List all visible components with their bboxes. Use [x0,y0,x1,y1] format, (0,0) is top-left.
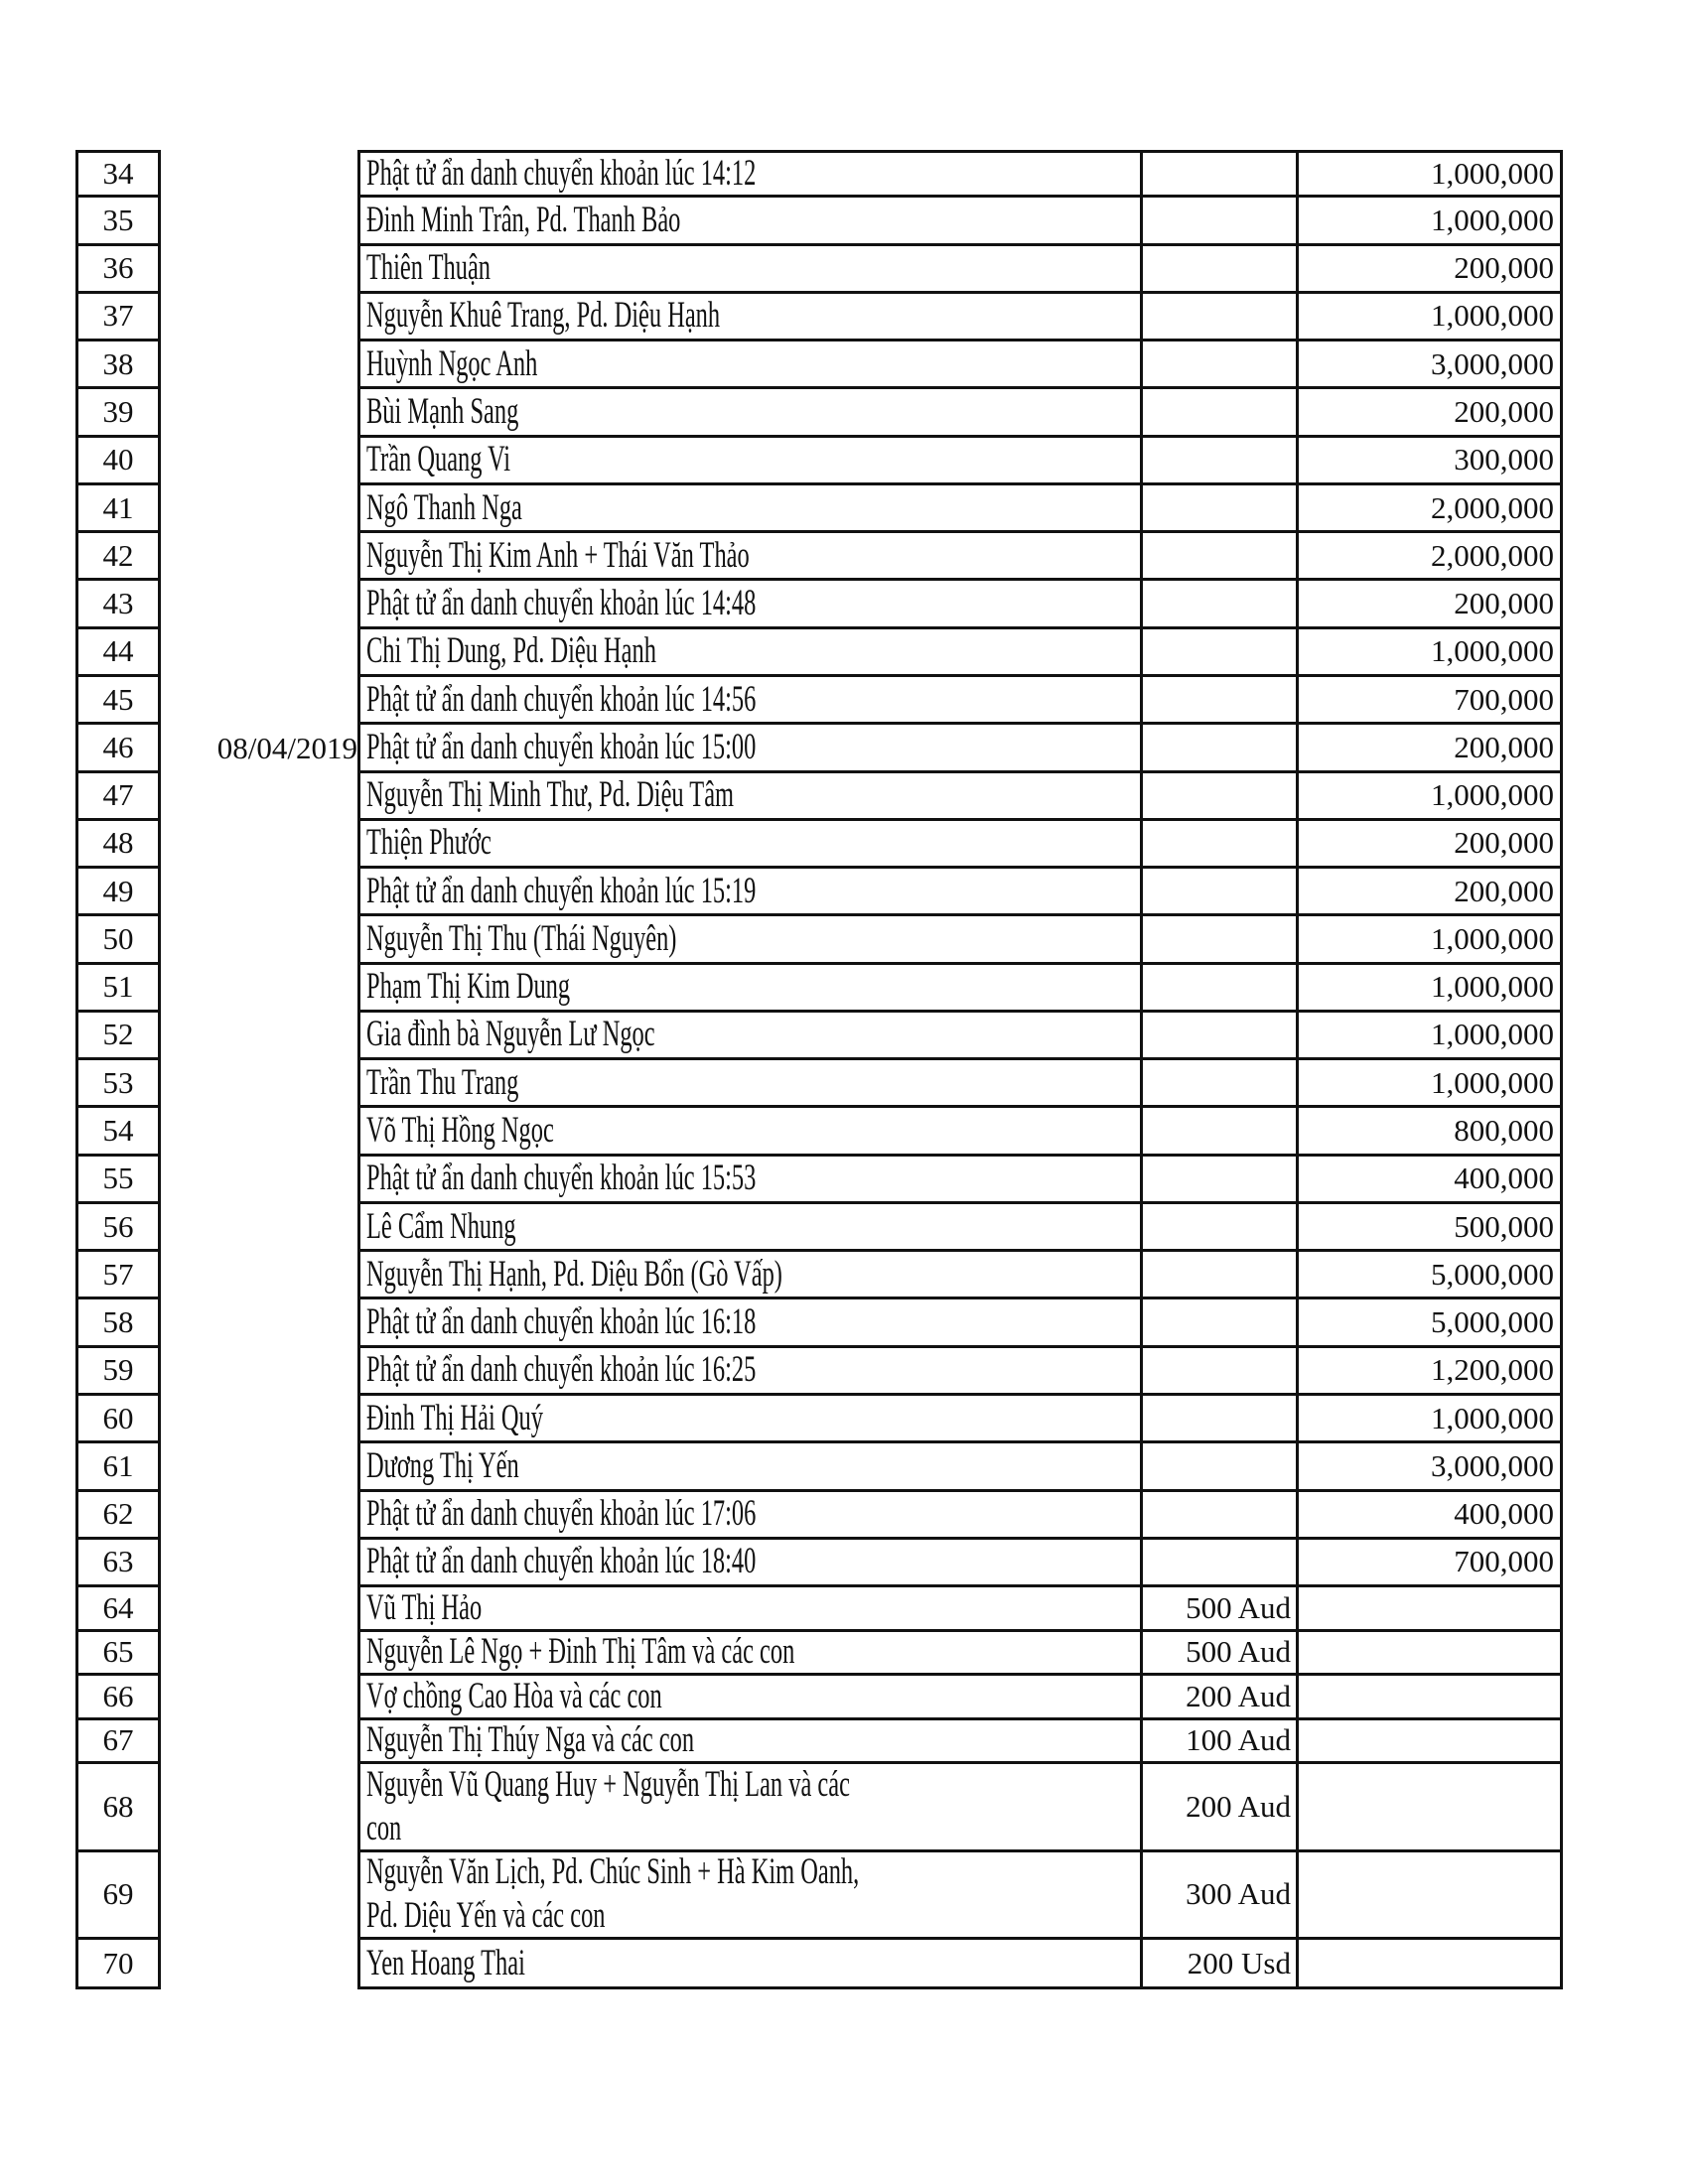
foreign-amount-cell: 500 Aud [1140,1632,1299,1677]
row-number-cell: 69 [75,1852,161,1941]
vnd-amount-cell: 5,000,000 [1296,1252,1563,1299]
donor-name-cell [357,1492,1143,1540]
foreign-amount-cell [1140,773,1299,821]
donor-name-cell [357,1204,1143,1252]
donor-name-cell [357,1632,1143,1677]
row-number-cell: 48 [75,821,161,869]
foreign-amount-cell [1140,438,1299,485]
donor-name-cell [357,294,1143,341]
foreign-amount-cell [1140,1348,1299,1396]
donor-name-text: Nguyễn Thị Hạnh, Pd. Diệu Bổn (Gò Vấp) [366,1253,782,1295]
vnd-amount-cell: 500,000 [1296,1204,1563,1252]
foreign-amount-cell [1140,581,1299,628]
donor-name-text: Phật tử ẩn danh chuyển khoản lúc 17:06 [366,1493,757,1535]
donor-name-cell [357,1252,1143,1299]
donor-name-text: Phật tử ẩn danh chuyển khoản lúc 15:00 [366,726,757,767]
table-row [0,1632,1688,1677]
row-number-cell: 41 [75,485,161,533]
donor-name-text: Nguyễn Thị Thu (Thái Nguyên) [366,917,677,959]
donor-name-cell [357,1720,1143,1765]
table-row [0,1348,1688,1396]
donor-name-text: Chi Thị Dung, Pd. Diệu Hạnh [366,630,656,672]
table-row [0,1443,1688,1491]
donor-name-text: Võ Thị Hồng Ngọc [366,1110,554,1152]
foreign-amount-cell [1140,1060,1299,1108]
foreign-amount-cell: 500 Aud [1140,1587,1299,1632]
vnd-amount-cell [1296,1676,1563,1720]
row-number-cell: 59 [75,1348,161,1396]
donor-name-cell [357,1940,1143,1989]
table-row [0,1676,1688,1720]
row-number-cell: 61 [75,1443,161,1491]
donor-name-cell [357,341,1143,389]
donor-name-cell [357,246,1143,294]
vnd-amount-cell: 2,000,000 [1296,485,1563,533]
donor-name-cell [357,198,1143,245]
vnd-amount-cell: 200,000 [1296,389,1563,437]
foreign-amount-cell [1140,1299,1299,1347]
vnd-amount-cell: 400,000 [1296,1492,1563,1540]
donor-name-cell [357,725,1143,772]
donor-name-text: Phạm Thị Kim Dung [366,966,571,1008]
row-number-cell: 70 [75,1940,161,1989]
vnd-amount-cell: 200,000 [1296,821,1563,869]
donor-name-cell [357,677,1143,725]
table-row [0,198,1688,245]
foreign-amount-cell [1140,485,1299,533]
row-number-cell: 60 [75,1396,161,1443]
vnd-amount-cell: 700,000 [1296,1540,1563,1587]
table-row [0,1299,1688,1347]
vnd-amount-cell: 1,000,000 [1296,150,1563,198]
donor-name-cell [357,1443,1143,1491]
table-row [0,1940,1688,1989]
foreign-amount-cell [1140,246,1299,294]
foreign-amount-cell [1140,150,1299,198]
foreign-amount-cell [1140,198,1299,245]
donor-name-text: Phật tử ẩn danh chuyển khoản lúc 15:53 [366,1158,757,1199]
donor-name-text: Huỳnh Ngọc Anh [366,342,538,384]
foreign-amount-cell [1140,1013,1299,1060]
vnd-amount-cell: 300,000 [1296,438,1563,485]
row-number-cell: 53 [75,1060,161,1108]
foreign-amount-cell [1140,341,1299,389]
donor-name-cell [357,438,1143,485]
donor-name-text: Trần Quang Vi [366,439,511,480]
vnd-amount-cell: 800,000 [1296,1108,1563,1156]
foreign-amount-cell: 100 Aud [1140,1720,1299,1765]
vnd-amount-cell: 1,000,000 [1296,629,1563,677]
vnd-amount-cell: 2,000,000 [1296,533,1563,581]
table-row [0,629,1688,677]
vnd-amount-cell: 400,000 [1296,1157,1563,1204]
table-row [0,1720,1688,1765]
foreign-amount-cell [1140,1396,1299,1443]
donor-name-cell [357,1587,1143,1632]
table-row [0,246,1688,294]
table-row [0,1252,1688,1299]
row-number-cell: 51 [75,965,161,1013]
row-number-cell: 44 [75,629,161,677]
donor-name-text: Phật tử ẩn danh chuyển khoản lúc 14:48 [366,583,757,624]
row-number-cell: 67 [75,1720,161,1765]
row-number-cell: 47 [75,773,161,821]
donor-name-cell [357,869,1143,916]
donor-name-text: Phật tử ẩn danh chuyển khoản lúc 16:25 [366,1349,757,1391]
row-number-cell: 54 [75,1108,161,1156]
donor-name-text: Phật tử ẩn danh chuyển khoản lúc 14:12 [366,153,757,195]
donor-name-cell [357,916,1143,964]
vnd-amount-cell: 3,000,000 [1296,1443,1563,1491]
row-number-cell: 52 [75,1013,161,1060]
table-row [0,1060,1688,1108]
row-number-cell: 62 [75,1492,161,1540]
row-number-cell: 66 [75,1676,161,1720]
donor-name-text: Nguyễn Thị Thúy Nga và các con [366,1719,695,1761]
donor-name-text: Phật tử ẩn danh chuyển khoản lúc 16:18 [366,1301,757,1343]
vnd-amount-cell: 1,000,000 [1296,198,1563,245]
foreign-amount-cell: 200 Usd [1140,1940,1299,1989]
donor-name-cell [357,1764,1143,1852]
foreign-amount-cell [1140,869,1299,916]
row-number-cell: 65 [75,1632,161,1677]
foreign-amount-cell [1140,1204,1299,1252]
donor-name-cell [357,773,1143,821]
donor-name-text: Ngô Thanh Nga [366,486,522,528]
vnd-amount-cell: 1,000,000 [1296,1396,1563,1443]
donor-name-cell [357,965,1143,1013]
table-row [0,1587,1688,1632]
table-row [0,1396,1688,1443]
row-number-cell: 35 [75,198,161,245]
donor-name-cell [357,629,1143,677]
donor-name-text: Nguyễn Thị Minh Thư, Pd. Diệu Tâm [366,774,735,816]
donor-name-cell [357,821,1143,869]
table-row [0,150,1688,198]
row-number-cell: 42 [75,533,161,581]
donor-name-text: Trần Thu Trang [366,1061,519,1103]
donor-name-cell [357,1348,1143,1396]
table-row [0,1852,1688,1941]
vnd-amount-cell: 1,000,000 [1296,773,1563,821]
vnd-amount-cell [1296,1940,1563,1989]
vnd-amount-cell [1296,1764,1563,1852]
vnd-amount-cell: 1,000,000 [1296,1060,1563,1108]
donor-name-text: Phật tử ẩn danh chuyển khoản lúc 14:56 [366,678,757,720]
donor-name-cell [357,485,1143,533]
table-row [0,1108,1688,1156]
vnd-amount-cell: 700,000 [1296,677,1563,725]
vnd-amount-cell [1296,1852,1563,1941]
donor-name-cell [357,1540,1143,1587]
foreign-amount-cell [1140,1157,1299,1204]
foreign-amount-cell [1140,1252,1299,1299]
table-row [0,1540,1688,1587]
row-number-cell: 56 [75,1204,161,1252]
table-row [0,821,1688,869]
date-cell: 08/04/2019 [216,731,357,766]
foreign-amount-cell [1140,1540,1299,1587]
donor-name-text: Thiên Thuận [366,247,492,289]
donor-name-text: Đinh Thị Hải Quý [366,1397,543,1438]
foreign-amount-cell [1140,629,1299,677]
donor-name-text: Nguyễn Vũ Quang Huy + Nguyễn Thị Lan và các con [366,1764,850,1848]
foreign-amount-cell [1140,725,1299,772]
foreign-amount-cell [1140,1443,1299,1491]
table-row [0,677,1688,725]
donor-name-text: Yen Hoang Thai [366,1942,525,1983]
vnd-amount-cell: 5,000,000 [1296,1299,1563,1347]
table-row [0,773,1688,821]
table-row [0,294,1688,341]
donor-name-cell [357,1299,1143,1347]
foreign-amount-cell [1140,294,1299,341]
donor-name-text: Gia đình bà Nguyễn Lư Ngọc [366,1014,655,1055]
table-row [0,1013,1688,1060]
vnd-amount-cell: 200,000 [1296,581,1563,628]
donor-name-cell [357,389,1143,437]
row-number-cell: 58 [75,1299,161,1347]
table-row [0,438,1688,485]
vnd-amount-cell [1296,1632,1563,1677]
donor-name-text: Phật tử ẩn danh chuyển khoản lúc 15:19 [366,870,757,911]
donor-name-cell [357,1852,1143,1941]
vnd-amount-cell: 3,000,000 [1296,341,1563,389]
row-number-cell: 43 [75,581,161,628]
table-row [0,389,1688,437]
donor-name-text: Lê Cẩm Nhung [366,1205,516,1247]
table-row [0,1204,1688,1252]
donor-name-text: Nguyễn Văn Lịch, Pd. Chúc Sinh + Hà Kim Oanh, Pd. Diệu Yến và các con [366,1851,860,1937]
row-number-cell: 57 [75,1252,161,1299]
donor-name-text: Dương Thị Yến [366,1444,519,1486]
donor-name-text: Vợ chồng Cao Hòa và các con [366,1676,662,1716]
table-row [0,725,1688,772]
donor-name-text: Bùi Mạnh Sang [366,390,519,432]
table-row [0,581,1688,628]
vnd-amount-cell: 1,000,000 [1296,294,1563,341]
donor-name-text: Phật tử ẩn danh chuyển khoản lúc 18:40 [366,1541,757,1582]
row-number-cell: 50 [75,916,161,964]
foreign-amount-cell [1140,916,1299,964]
vnd-amount-cell: 1,200,000 [1296,1348,1563,1396]
table-row [0,965,1688,1013]
table-row [0,916,1688,964]
foreign-amount-cell [1140,389,1299,437]
row-number-cell: 34 [75,150,161,198]
vnd-amount-cell [1296,1720,1563,1765]
vnd-amount-cell: 200,000 [1296,725,1563,772]
donor-name-text: Đinh Minh Trân, Pd. Thanh Bảo [366,199,681,240]
donor-name-text: Nguyễn Thị Kim Anh + Thái Văn Thảo [366,534,750,576]
row-number-cell: 40 [75,438,161,485]
vnd-amount-cell: 200,000 [1296,246,1563,294]
foreign-amount-cell: 200 Aud [1140,1676,1299,1720]
foreign-amount-cell [1140,1108,1299,1156]
row-number-cell: 68 [75,1764,161,1852]
row-number-cell: 55 [75,1157,161,1204]
foreign-amount-cell [1140,533,1299,581]
donor-name-text: Vũ Thị Hảo [366,1587,483,1628]
donor-name-cell [357,1013,1143,1060]
donor-name-text: Nguyễn Lê Ngọ + Đinh Thị Tâm và các con [366,1631,795,1673]
table-row [0,485,1688,533]
row-number-cell: 45 [75,677,161,725]
donor-name-cell [357,533,1143,581]
vnd-amount-cell: 200,000 [1296,869,1563,916]
foreign-amount-cell: 200 Aud [1140,1764,1299,1852]
foreign-amount-cell [1140,965,1299,1013]
table-row [0,1157,1688,1204]
donor-name-cell [357,1060,1143,1108]
row-number-cell: 39 [75,389,161,437]
vnd-amount-cell: 1,000,000 [1296,1013,1563,1060]
row-number-cell: 38 [75,341,161,389]
donor-name-cell [357,581,1143,628]
vnd-amount-cell [1296,1587,1563,1632]
donor-name-cell [357,1157,1143,1204]
donor-name-text: Nguyễn Khuê Trang, Pd. Diệu Hạnh [366,295,721,337]
foreign-amount-cell [1140,821,1299,869]
donor-name-cell [357,1676,1143,1720]
donor-name-text: Thiện Phước [366,822,492,864]
table-row [0,869,1688,916]
row-number-cell: 63 [75,1540,161,1587]
vnd-amount-cell: 1,000,000 [1296,916,1563,964]
table-row [0,1492,1688,1540]
foreign-amount-cell [1140,677,1299,725]
row-number-cell: 46 [75,725,161,772]
row-number-cell: 49 [75,869,161,916]
table-row [0,341,1688,389]
donor-name-cell [357,150,1143,198]
foreign-amount-cell [1140,1492,1299,1540]
row-number-cell: 37 [75,294,161,341]
donor-name-cell [357,1108,1143,1156]
donor-name-cell [357,1396,1143,1443]
foreign-amount-cell: 300 Aud [1140,1852,1299,1941]
table-row [0,533,1688,581]
row-number-cell: 36 [75,246,161,294]
row-number-cell: 64 [75,1587,161,1632]
table-row [0,1764,1688,1852]
vnd-amount-cell: 1,000,000 [1296,965,1563,1013]
